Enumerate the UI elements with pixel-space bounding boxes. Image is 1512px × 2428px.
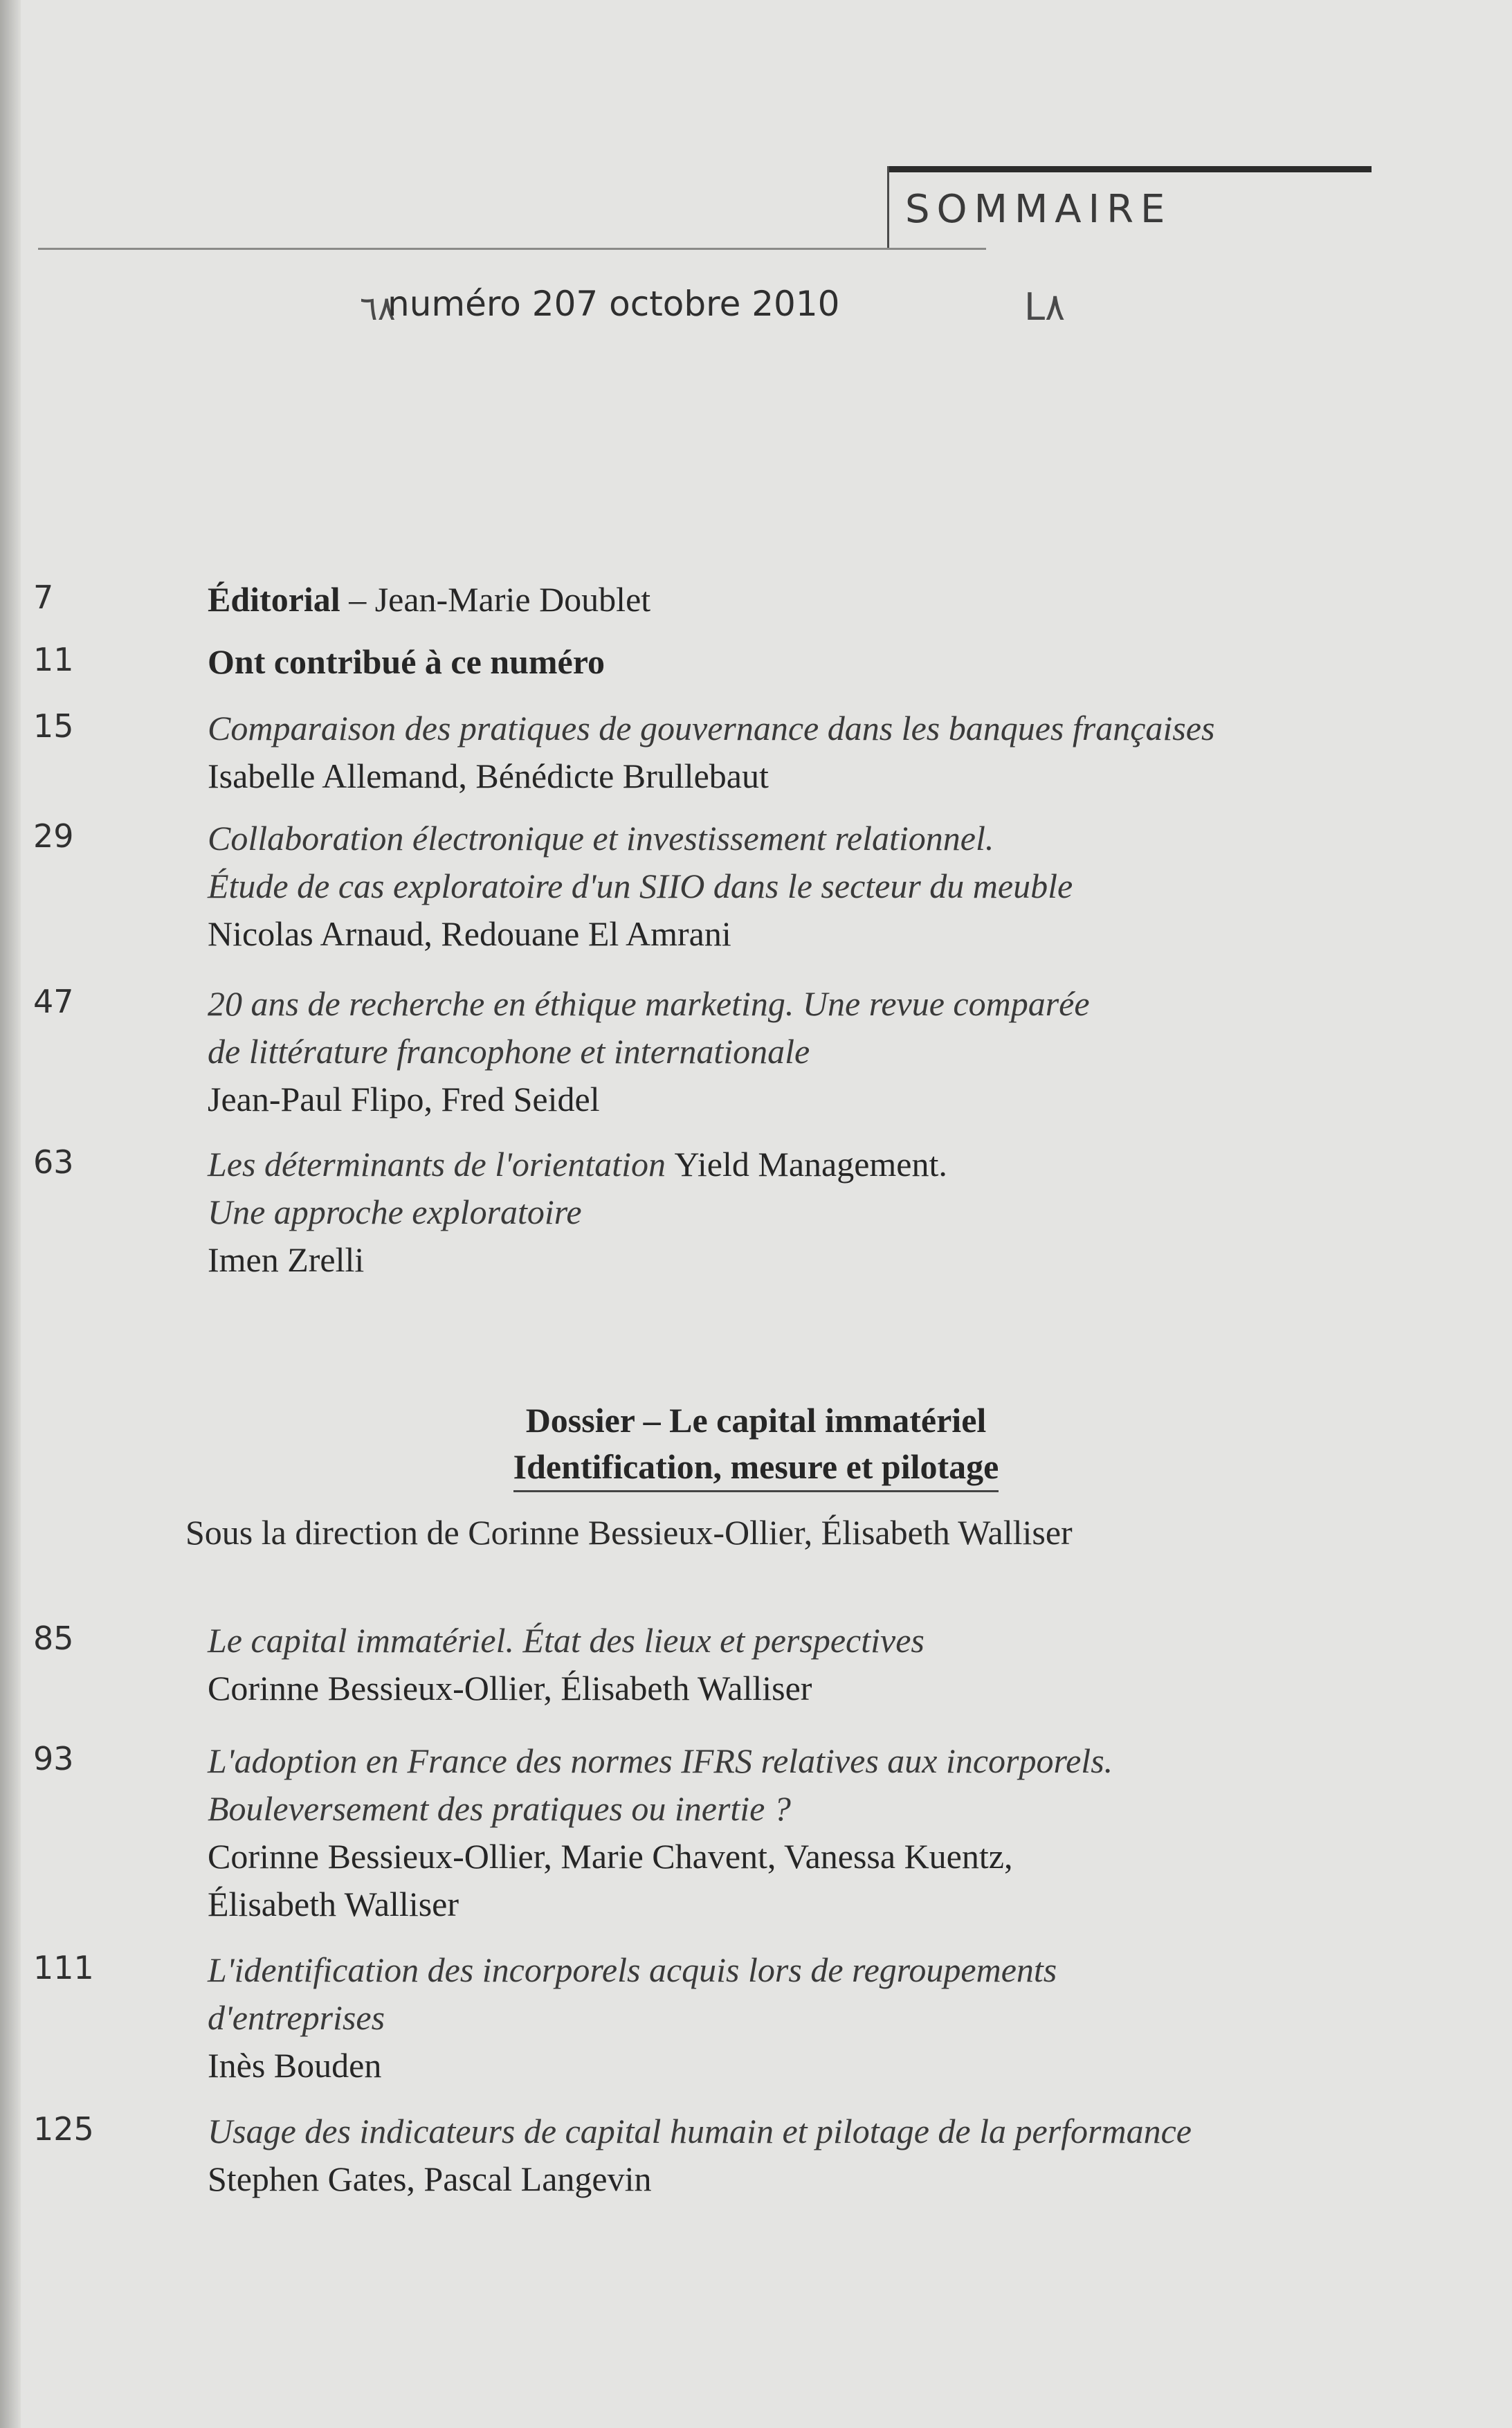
article-title: Une approche exploratoire <box>208 1193 582 1231</box>
entry-body <box>208 705 1384 800</box>
article-authors: Jean-Paul Flipo, Fred Seidel <box>208 1080 600 1118</box>
page-title: SOMMAIRE <box>905 187 1172 232</box>
entry-body <box>208 1737 1384 1928</box>
article-title: Comparaison des pratiques de gouvernance dans les banques françaises <box>208 709 1215 748</box>
article-title <box>208 1141 1384 1188</box>
entry-body <box>208 1617 1384 1712</box>
page-number: 11 <box>33 641 74 678</box>
article-title: Collaboration électronique et investissement relationnel. <box>208 819 994 858</box>
article-title: L'adoption en France des normes IFRS relatives aux incorporels. <box>208 1741 1113 1780</box>
page-number: 7 <box>33 579 54 616</box>
article-authors: Corinne Bessieux-Ollier, Élisabeth Walliser <box>208 1669 812 1707</box>
entry-body <box>208 1946 1384 2090</box>
article-title-roman: Yield Management. <box>674 1145 947 1184</box>
article-authors: Stephen Gates, Pascal Langevin <box>208 2159 652 2198</box>
entry-body <box>208 2108 1384 2203</box>
article-title: d'entreprises <box>208 1998 385 2037</box>
issue-line: numéro 207 octobre 2010 <box>388 284 840 324</box>
entry-body <box>208 815 1384 958</box>
article-authors: Nicolas Arnaud, Redouane El Amrani <box>208 914 731 953</box>
entry-heading: Ont contribué à ce numéro <box>208 642 605 681</box>
article-title: Bouleversement des pratiques ou inertie ? <box>208 1789 791 1828</box>
entry-body <box>208 1141 1384 1284</box>
article-title: de littérature francophone et internationale <box>208 1032 810 1071</box>
article-title: 20 ans de recherche en éthique marketing. Une revue comparée <box>208 984 1090 1023</box>
dossier-subtitle: Identification, mesure et pilotage <box>513 1444 999 1492</box>
article-title: Le capital immatériel. État des lieux et perspectives <box>208 1621 924 1660</box>
article-title: Étude de cas exploratoire d'un SIIO dans le secteur du meuble <box>208 867 1073 905</box>
entry-line <box>208 576 1384 624</box>
header-rule <box>887 166 1372 172</box>
entry-body <box>208 980 1384 1123</box>
entry-author: – Jean-Marie Doublet <box>340 580 651 619</box>
article-authors: Corinne Bessieux-Ollier, Marie Chavent, Vanessa Kuentz, <box>208 1837 1013 1876</box>
article-authors: Isabelle Allemand, Bénédicte Brullebaut <box>208 757 769 795</box>
entry-heading: Éditorial <box>208 580 340 619</box>
entry-body <box>208 638 1384 686</box>
article-authors: Imen Zrelli <box>208 1240 365 1279</box>
article-title-italic: Les déterminants de l'orientation <box>208 1145 675 1184</box>
article-title: L'identification des incorporels acquis lors de regroupements <box>208 1950 1057 1989</box>
dossier-title: Dossier – Le capital immatériel <box>525 1401 987 1440</box>
page-number: 15 <box>33 707 74 745</box>
page-number: 29 <box>33 817 74 855</box>
handwritten-mark-right: L٨ <box>1024 285 1066 329</box>
page-binding-shadow <box>0 0 21 2428</box>
page-number: 47 <box>33 983 74 1020</box>
handwritten-mark-left: ٦٨ <box>360 289 396 328</box>
page-number: 125 <box>33 2110 94 2148</box>
header-divider <box>887 166 889 248</box>
page-number: 63 <box>33 1143 74 1181</box>
page-number: 111 <box>33 1949 94 1986</box>
dossier-heading <box>0 1396 1512 1492</box>
article-title: Usage des indicateurs de capital humain et pilotage de la performance <box>208 2112 1192 2150</box>
entry-body <box>208 576 1384 624</box>
article-authors: Élisabeth Walliser <box>208 1885 459 1923</box>
dossier-direction: Sous la direction de Corinne Bessieux-Ollier, Élisabeth Walliser <box>185 1513 1073 1552</box>
page-number: 93 <box>33 1740 74 1777</box>
article-authors: Inès Bouden <box>208 2046 382 2085</box>
header-underline <box>38 248 986 250</box>
page-number: 85 <box>33 1620 74 1657</box>
